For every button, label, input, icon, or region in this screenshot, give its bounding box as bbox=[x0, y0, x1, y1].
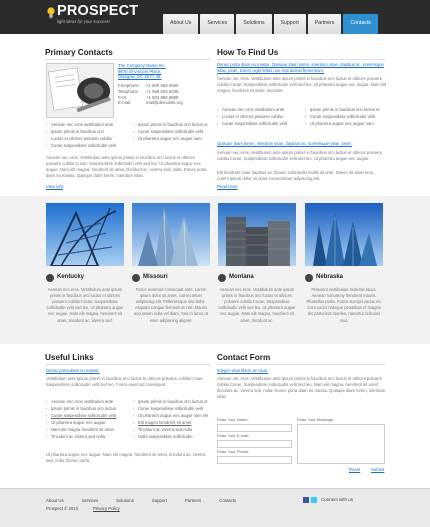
list-item[interactable]: › Curae suspendisse sollicitudin velit bbox=[133, 405, 215, 412]
list-item[interactable]: › Ipsum primis in faucibus orci luctus bbox=[46, 405, 128, 412]
useful-links-title: Useful Links bbox=[45, 353, 94, 362]
primary-contacts-title: Primary Contacts bbox=[45, 48, 113, 57]
city-description: Aenean nec eros. Vestibulum ante ipsum primis in faucibus orci luctus et ultrices posuere cubilia Curae; Suspendisse sollicitudin velit sed leo. Ut pharetra augue nec augue. Nam elit magna, hendrerit sit amet, tincidunt ac, viverra sed. bbox=[46, 286, 124, 323]
nav-support[interactable]: Support bbox=[274, 14, 306, 34]
city-photo[interactable] bbox=[305, 203, 383, 266]
main-nav bbox=[161, 14, 378, 34]
company-name-link[interactable]: The Company Name Inc. bbox=[118, 63, 166, 68]
name-input[interactable] bbox=[217, 424, 292, 432]
nav-contacts[interactable]: Contacts bbox=[343, 14, 377, 34]
address-line-1[interactable]: 9870 St Vincent Place, bbox=[118, 68, 162, 74]
useful-links-paragraph-2: Ut pharetra augue nec augue. Nam elit magna, hendrerit sit amet, tincidunt ac, viverra sed, nulla. Donec porta. bbox=[46, 452, 206, 464]
how-to-find-title: How To Find Us bbox=[217, 48, 279, 57]
globe-icon bbox=[46, 274, 54, 282]
list-item[interactable]: › Nulla suspendisse sollicitudin bbox=[133, 433, 215, 440]
city-name[interactable]: Missouri bbox=[143, 274, 168, 281]
contact-row: Freephone: +1 800 559 6580 bbox=[118, 83, 179, 89]
copyright: Prospect © 2013 bbox=[46, 506, 79, 511]
nav-about-us[interactable]: About Us bbox=[163, 14, 198, 34]
nav-solutions[interactable]: Solutions bbox=[236, 14, 271, 34]
divider bbox=[217, 364, 385, 365]
logo-title[interactable]: PROSPECT bbox=[57, 3, 139, 19]
list-item[interactable]: › Ipsum primis in faucibus orci bbox=[46, 128, 128, 135]
list-item[interactable]: › Ut pharetra augue nec augue nam bbox=[305, 120, 387, 127]
city-photo[interactable] bbox=[132, 203, 210, 266]
contact-row: FAX: +1 504 889 9898 bbox=[118, 94, 179, 100]
find-us-paragraph-2: Aenean nec eros. Vestibulum ante ipsum primis in faucibus orci luctus et ultrices posuere cubilia Curae; Suspendisse sollicitudin velit sed leo. Ut pharetra augue nec augue. bbox=[217, 150, 383, 162]
contacts-paragraph: Aenean nec eros. Vestibulum ante ipsum primis in faucibus orci luctus et ultrices posuere cubilia Curae; Suspendisse sollicitudin velit sed leo. Ut pharetra augue nec augue. Nam elit magna, hendrerit sit amet, tincidunt ac, viverra sed, nulla. Donec porta diam eu massa. Quisque diam lorem, interdum vitae. bbox=[46, 155, 207, 179]
facebook-icon[interactable] bbox=[303, 497, 309, 503]
list-item[interactable]: › Ut pharetra augue nec augue bbox=[46, 419, 128, 426]
city-description: Praesent vestibulum molestie lacus. Aenean nonummy hendrerit mauris. Phasellus porta. Fusce suscipit varius mi. Cum sociis natoque penatibus et magnis dis parturient montes, nascetur ridiculus mus. bbox=[306, 286, 382, 323]
useful-list-right bbox=[133, 398, 215, 440]
contact-row: Telephone: +1 959 603 6035 bbox=[118, 88, 179, 94]
message-label: Enter Your Message: bbox=[297, 417, 335, 422]
name-label: Enter Your Name: bbox=[217, 417, 249, 422]
city-card-kentucky bbox=[46, 203, 124, 324]
useful-link[interactable]: Donec porta diam eu massa. bbox=[46, 368, 100, 373]
city-photo[interactable] bbox=[46, 203, 124, 266]
footer-link-services[interactable]: Services bbox=[81, 498, 99, 503]
nav-services[interactable]: Services bbox=[200, 14, 234, 34]
find-list-right bbox=[305, 106, 387, 127]
contact-photo bbox=[46, 63, 114, 118]
list-item[interactable]: › Curae suspendisse sollicitudin velit bbox=[46, 412, 128, 419]
find-list-left bbox=[217, 106, 299, 127]
find-us-paragraph-3: Elit hendrerit vitae dapibus ac. Donec sollicitudin mollis sit ante. Donec sit amet eros. Lorem ipsum dolor sit amet consectetuer adipiscing elit. bbox=[217, 170, 375, 182]
footer-nav bbox=[46, 498, 254, 504]
lightbulb-icon bbox=[47, 7, 55, 19]
divider bbox=[45, 59, 211, 60]
list-item[interactable]: › Luctus et ultrices posuere cubilia bbox=[217, 113, 299, 120]
divider bbox=[217, 59, 385, 60]
address-line-2[interactable]: Glasgow, DC 45 Fr 45. bbox=[118, 74, 162, 80]
submit-button[interactable]: Submit bbox=[371, 467, 385, 472]
useful-links-paragraph: Vestibulum ante ipsum primis in faucibus orci luctus et ultrices posuere cubilia Curae; Suspendisse sollicitudin velit sed leo. Fusce euismod consequat. bbox=[46, 376, 204, 388]
footer-link-about-us[interactable]: About Us bbox=[46, 498, 64, 503]
city-description: Fusce euismod consequat ante. Lorem ipsum dolor sit amet, consectetuer adipiscing elit. Pellentesque sed dolor. Aliquam congue fermentum nisl. Mauris accumsan nulla vel diam. Sed in lacus ut enim adipiscing aliquet. bbox=[134, 286, 208, 323]
phone-input[interactable] bbox=[217, 456, 292, 464]
contact-form-title: Contact Form bbox=[217, 353, 271, 362]
twitter-icon[interactable] bbox=[311, 497, 317, 503]
divider bbox=[45, 364, 211, 365]
reset-button[interactable]: Reset bbox=[349, 467, 361, 472]
list-item[interactable]: › Aenean nec eros vestibulum ante bbox=[46, 121, 128, 128]
city-photo[interactable] bbox=[218, 203, 296, 266]
email-input[interactable] bbox=[217, 440, 292, 448]
city-name[interactable]: Montana bbox=[229, 274, 254, 281]
contact-info bbox=[118, 63, 208, 106]
useful-list-left bbox=[46, 398, 128, 440]
list-item[interactable]: › Aenean nec eros vestibulum ante bbox=[217, 106, 299, 113]
list-item[interactable]: › Ipsum primis in faucibus orci luctus et bbox=[133, 398, 215, 405]
list-item[interactable]: › Ipsum primis in faucibus orci luctus et bbox=[133, 121, 215, 128]
footer-link-support[interactable]: Support bbox=[151, 498, 167, 503]
list-item[interactable]: › Ut pharetra augue nec augue nam elit bbox=[133, 412, 215, 419]
privacy-policy-link[interactable]: Privacy Policy bbox=[93, 506, 120, 511]
city-description: Aenean nec eros. Vestibulum ante ipsum primis in faucibus orci luctus et ultrices posuere cubilia Curae; Suspendisse sollicitudin velit sed leo. Ut pharetra augue nec augue. Nam elit magna, hendrerit sit amet, tincidunt ac. bbox=[218, 286, 296, 323]
list-item[interactable]: › Curae suspendisse sollicitudin velit bbox=[217, 120, 299, 127]
list-item[interactable]: › Ut pharetra augue nec augue nam bbox=[133, 135, 215, 142]
list-item[interactable]: › Tincidunt ac viverra sed nulla bbox=[133, 426, 215, 433]
email-label: Enter Your E-mail: bbox=[217, 433, 250, 438]
footer-link-contacts[interactable]: Contacts bbox=[219, 498, 237, 503]
list-item[interactable]: › Curae suspendisse sollicitudin velit bbox=[46, 142, 128, 149]
list-item[interactable]: › Ipsum primis in faucibus orci luctus et bbox=[305, 106, 387, 113]
list-item[interactable]: › Luctus et ultrices posuere cubilia bbox=[46, 135, 128, 142]
find-us-link-2[interactable]: Quisque diam lorem, interdum vitae, dapibus ac, scelerisque vitae, pede. bbox=[217, 141, 353, 146]
contacts-list-right bbox=[133, 121, 215, 142]
find-us-paragraph: Aenean nec eros. Vestibulum ante ipsum primis in faucibus orci luctus et ultrices posuere cubilia Curae; Suspendisse sollicitudin velit sed leo. Ut pharetra augue nec augue. Nam elit magna, hendrerit sit amet, tincidunt. bbox=[217, 76, 386, 94]
list-item[interactable]: › Elit magna hendrerit sit amet bbox=[133, 419, 215, 426]
logo-tagline: light ideas for your success! bbox=[57, 19, 111, 24]
city-card-missouri bbox=[132, 203, 210, 324]
city-card-nebraska bbox=[305, 203, 383, 324]
city-card-montana bbox=[218, 203, 296, 324]
footer-link-solutions[interactable]: Solutions bbox=[116, 498, 134, 503]
list-item[interactable]: › Curae suspendisse sollicitudin velit bbox=[133, 128, 215, 135]
list-item[interactable]: › Nam elit magna hendrerit sit amet bbox=[46, 426, 128, 433]
contacts-list-left bbox=[46, 121, 128, 149]
read-more-link[interactable]: Read more bbox=[217, 184, 238, 189]
connect-label: Connect with us bbox=[321, 497, 354, 502]
globe-icon bbox=[218, 274, 226, 282]
globe-icon bbox=[132, 274, 140, 282]
phone-label: Enter Your Phone: bbox=[217, 449, 250, 454]
message-textarea[interactable] bbox=[297, 424, 385, 464]
contact-row: E-mail: mail@demolink.org bbox=[118, 100, 183, 106]
globe-icon bbox=[305, 274, 313, 282]
site-header bbox=[0, 0, 430, 34]
city-name[interactable]: Kentucky bbox=[57, 274, 85, 281]
site-footer bbox=[0, 488, 430, 527]
nav-partners[interactable]: Partners bbox=[308, 14, 342, 34]
list-item[interactable]: › Curae suspendisse sollicitudin velit bbox=[305, 113, 387, 120]
city-name[interactable]: Nebraska bbox=[316, 274, 344, 281]
social-connect bbox=[303, 497, 353, 504]
find-us-link[interactable]: Donec porta diam eu massa. Quisque diam lorem, interdum vitae, dapibus ac, scelerisque vitae, pede. Donec eget tellus non erat lacinia fermentum. bbox=[217, 62, 384, 74]
contact-form-link[interactable]: Integer vitae libero ac risus. bbox=[217, 368, 269, 373]
footer-link-partners[interactable]: Partners bbox=[184, 498, 202, 503]
view-info-link[interactable]: View info bbox=[46, 184, 63, 189]
list-item[interactable]: › Tincidunt ac viverra sed nulla bbox=[46, 433, 128, 440]
list-item[interactable]: › Aenean nec eros vestibulum ante bbox=[46, 398, 128, 405]
contact-form-paragraph: Aenean nec eros. Vestibulum ante ipsum primis in faucibus orci luctus et ultrices posuere cubilia Curae; Suspendisse sollicitudin velit sed leo. Nam elit magna, hendrerit sit amet, tincidunt ac, viverra sed, nulla. Donec porta diam eu massa. Quisque diam lorem, interdum vitae. bbox=[217, 376, 386, 400]
email-link[interactable]: mail@demolink.org bbox=[146, 100, 183, 106]
